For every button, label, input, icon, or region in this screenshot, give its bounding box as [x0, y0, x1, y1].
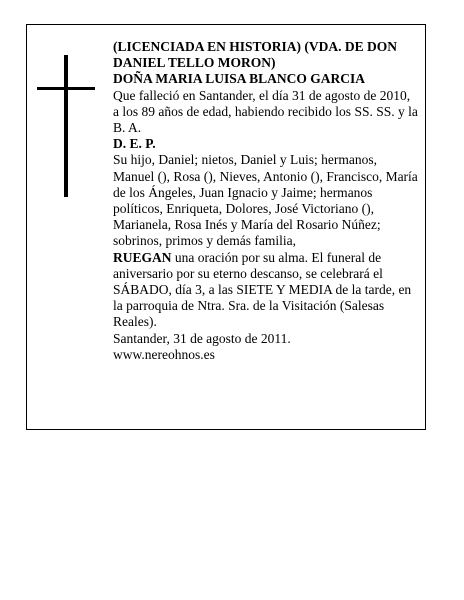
obituary-notice — [26, 24, 426, 430]
cross-horizontal-bar — [37, 87, 95, 90]
deceased-title: (LICENCIADA EN HISTORIA) (VDA. DE DON DANIEL TELLO MORON) — [113, 39, 398, 71]
place-date: Santander, 31 de agosto de 2011. — [113, 330, 291, 346]
cross-vertical-bar — [64, 55, 68, 197]
funeral-paragraph — [113, 250, 418, 331]
notice-text — [113, 39, 418, 363]
funeral-details: una oración por su alma. El funeral de aniversario por su eterno descanso, se celebrará el SÁBADO, día 3, a las SIETE Y MEDIA de la tarde, en la parroquia de Ntra. Sra. de la Visitación (Salesas Reales). — [113, 249, 412, 330]
website-text: www.nereohnos.es — [113, 346, 215, 362]
death-details: Que falleció en Santander, el día 31 de agosto de 2010, a los 89 años de edad, habiendo recibido los SS. SS. y la B. A. — [113, 87, 418, 136]
ruegan-word: RUEGAN — [113, 249, 172, 265]
deceased-name: DOÑA MARIA LUISA BLANCO GARCIA — [113, 71, 366, 87]
family-list: Su hijo, Daniel; nietos, Daniel y Luis; hermanos, Manuel (), Rosa (), Nieves, Antonio (), Francisco, María de los Ángeles, Juan Ignacio y Jaime; hermanos políticos, Enriqueta, Dolores, José Victoriano (), Marianela, Rosa Inés y María del Rosario Núñez; sobrinos, primos y demás familia, — [113, 152, 418, 249]
cross-icon — [37, 55, 95, 197]
dep-line: D. E. P. — [113, 136, 156, 152]
